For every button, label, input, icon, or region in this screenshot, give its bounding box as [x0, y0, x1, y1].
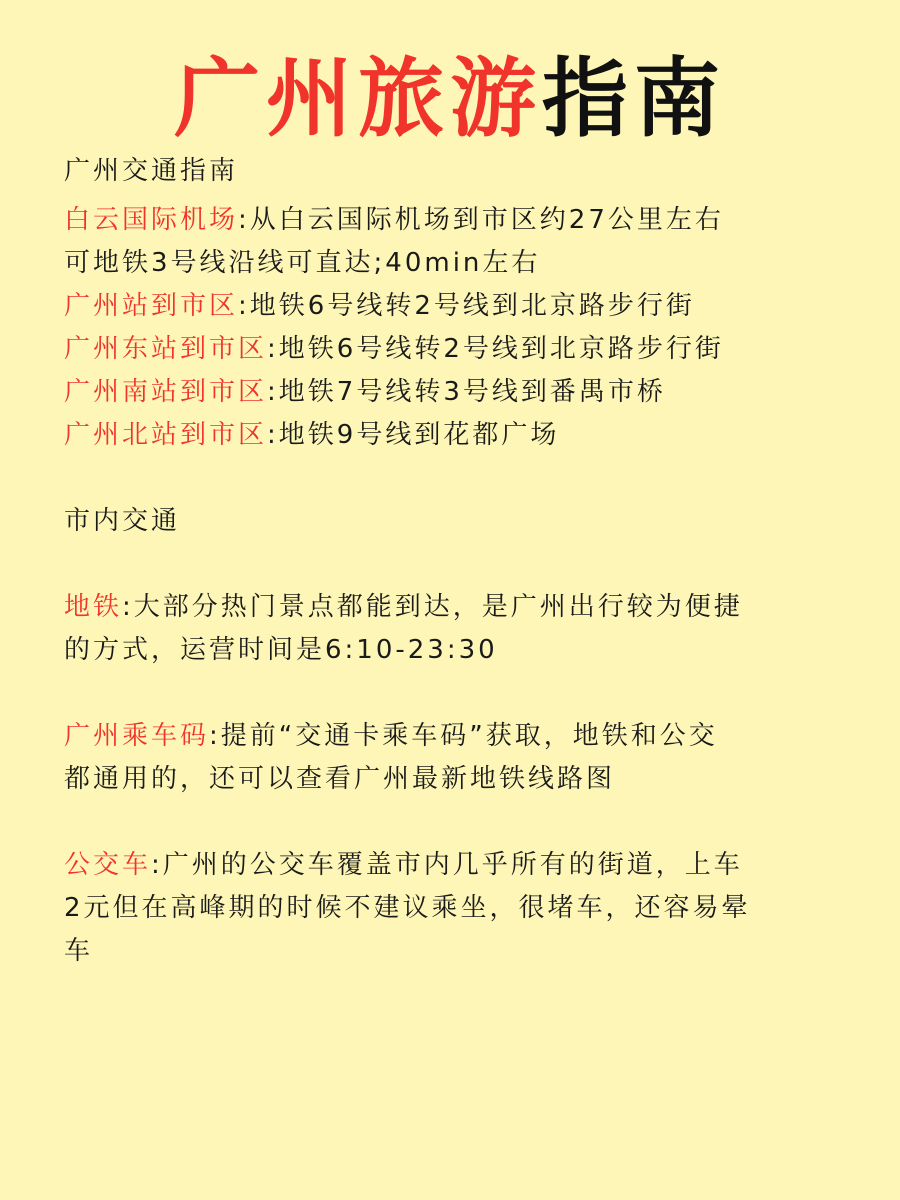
city-item-label: 地铁 — [64, 592, 123, 622]
city-item-line: 车 — [64, 936, 94, 966]
city-item-ride-code — [64, 715, 844, 801]
transport-item-line: 可地铁3号线沿线可直达;40min左右 — [64, 248, 541, 278]
section-heading-transport: 广州交通指南 — [64, 156, 239, 186]
transport-item-text: :地铁9号线到花都广场 — [267, 420, 560, 450]
city-item-label: 广州乘车码 — [64, 721, 210, 751]
spacer — [64, 672, 844, 715]
city-item-metro — [64, 586, 844, 672]
city-item-line: 都通用的，还可以查看广州最新地铁线路图 — [64, 764, 616, 794]
spacer — [64, 457, 844, 500]
transport-item-text: :地铁6号线转2号线到北京路步行街 — [267, 334, 724, 364]
transport-item-label: 广州北站到市区 — [64, 420, 268, 450]
title-black-part: 指南 — [542, 49, 726, 149]
transport-item-east-station — [64, 328, 844, 371]
spacer — [64, 543, 844, 586]
city-item-bus — [64, 844, 844, 973]
transport-item-label: 白云国际机场 — [64, 205, 239, 235]
transport-item-label: 广州南站到市区 — [64, 377, 268, 407]
transport-item-guangzhou-station — [64, 285, 844, 328]
transport-item-label: 广州东站到市区 — [64, 334, 268, 364]
spacer — [64, 801, 844, 844]
transport-item-north-station — [64, 414, 844, 457]
transport-item-text: :地铁7号线转3号线到番禺市桥 — [267, 377, 666, 407]
city-item-text: :广州的公交车覆盖市内几乎所有的街道，上车 — [151, 850, 743, 880]
city-item-label: 公交车 — [64, 850, 152, 880]
city-item-line — [64, 715, 844, 758]
transport-item-text: :从白云国际机场到市区约27公里左右 — [238, 205, 724, 235]
transport-item-airport — [64, 199, 844, 285]
city-item-line — [64, 586, 844, 629]
content — [64, 150, 844, 973]
title-red-part: 广州旅游 — [174, 49, 542, 149]
city-item-text: :大部分热门景点都能到达，是广州出行较为便捷 — [122, 592, 743, 622]
transport-item-text: :地铁6号线转2号线到北京路步行街 — [238, 291, 695, 321]
transport-item-south-station — [64, 371, 844, 414]
city-item-line: 的方式，运营时间是6:10-23:30 — [64, 635, 498, 665]
city-item-line: 2元但在高峰期的时候不建议乘坐，很堵车，还容易晕 — [64, 893, 751, 923]
section-heading-city: 市内交通 — [64, 506, 181, 536]
transport-item-label: 广州站到市区 — [64, 291, 239, 321]
city-item-text: :提前“交通卡乘车码”获取，地铁和公交 — [209, 721, 718, 751]
page-title — [0, 49, 900, 149]
transport-item-line — [64, 199, 844, 242]
city-item-line — [64, 844, 844, 887]
